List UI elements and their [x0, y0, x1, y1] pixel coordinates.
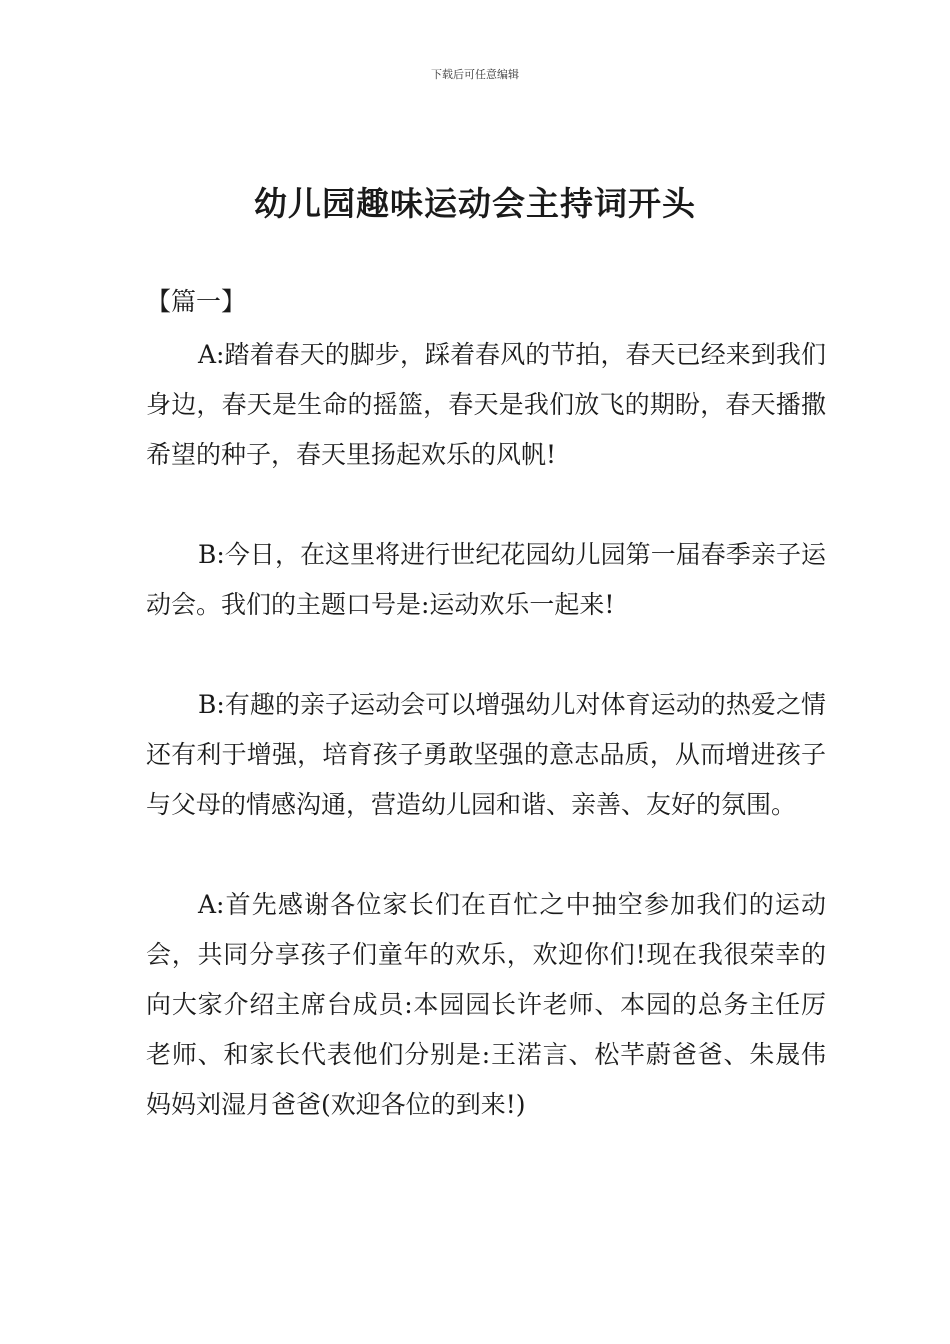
section-label: 【篇一】	[146, 287, 247, 316]
document-body	[146, 330, 826, 1180]
paragraph: A:踏着春天的脚步，踩着春风的节拍，春天已经来到我们身边，春天是生命的摇篮，春天是我们放飞的期盼，春天播撒希望的种子，春天里扬起欢乐的风帆!	[146, 340, 826, 469]
paragraph: A:首先感谢各位家长们在百忙之中抽空参加我们的运动会，共同分享孩子们童年的欢乐，欢迎你们!现在我很荣幸的向大家介绍主席台成员:本园园长许老师、本园的总务主任厉老师、和家长代表他们分别是:王渃言、松芊蔚爸爸、朱晟伟妈妈刘湿月爸爸(欢迎各位的到来!)	[146, 890, 826, 1119]
paragraph: B:今日，在这里将进行世纪花园幼儿园第一届春季亲子运动会。我们的主题口号是:运动欢乐一起来!	[146, 540, 826, 619]
document-title: 幼儿园趣味运动会主持词开头	[254, 184, 696, 223]
paragraph: B:有趣的亲子运动会可以增强幼儿对体育运动的热爱之情还有利于增强，培育孩子勇敢坚强的意志品质，从而增进孩子与父母的情感沟通，营造幼儿园和谐、亲善、友好的氛围。	[146, 690, 826, 819]
header-note: 下载后可任意编辑	[431, 68, 519, 81]
